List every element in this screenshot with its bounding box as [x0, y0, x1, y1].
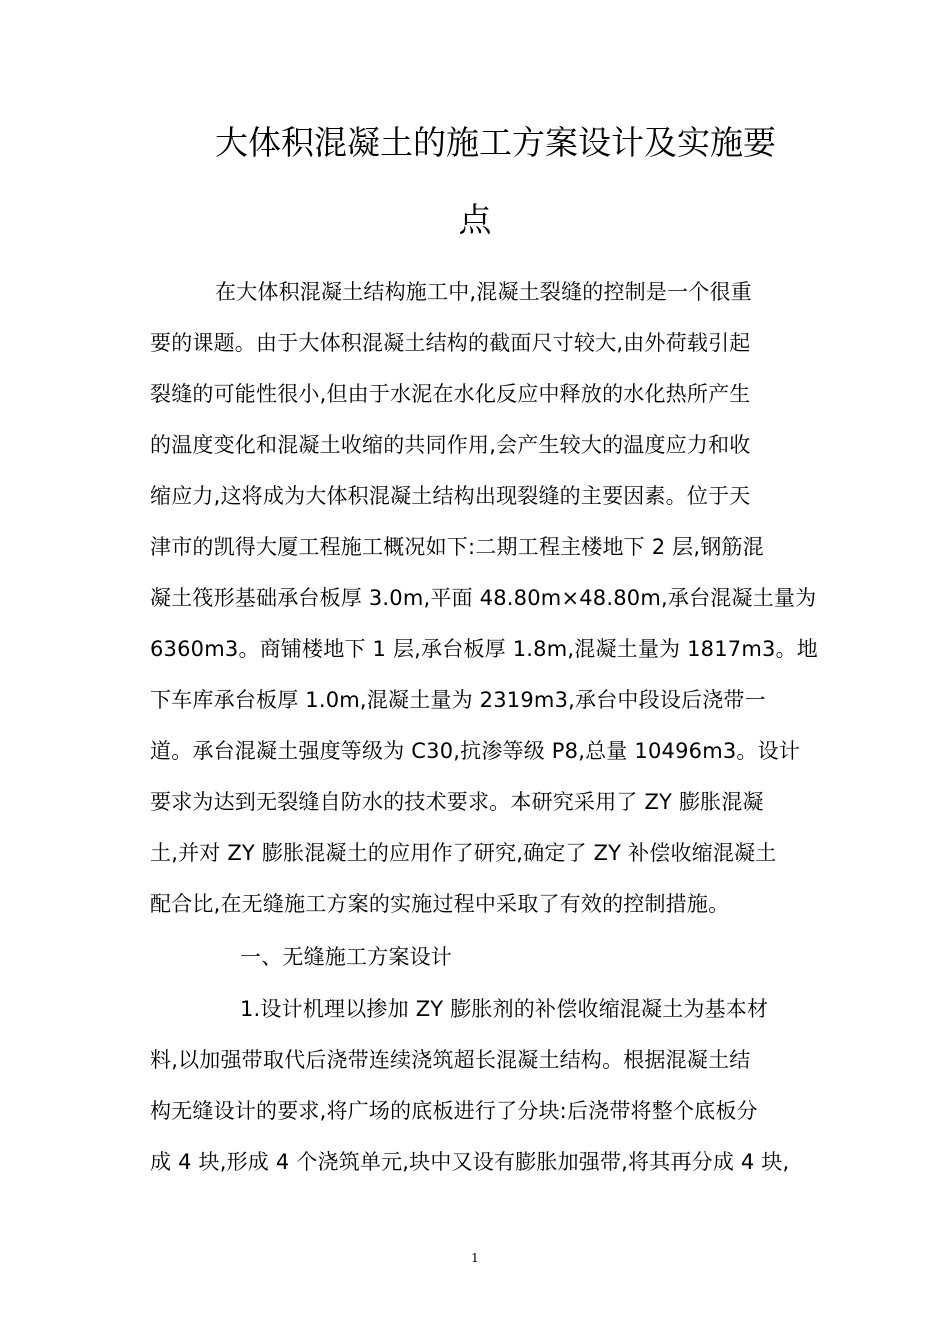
section-heading: 一、无缝施工方案设计	[240, 945, 452, 969]
document-title-line-1: 大体积混凝土的施工方案设计及实施要	[215, 123, 776, 162]
paragraph-1-line-7: 凝土筏形基础承台板厚 3.0m,平面 48.80m×48.80m,承台混凝土量为	[150, 586, 817, 610]
paragraph-1-line-11: 要求为达到无裂缝自防水的技术要求。本研究采用了 ZY 膨胀混凝	[150, 790, 764, 814]
paragraph-1-line-13: 配合比,在无缝施工方案的实施过程中采取了有效的控制措施。	[150, 892, 730, 916]
paragraph-1-line-9: 下车库承台板厚 1.0m,混凝土量为 2319m3,承台中段设后浇带一	[150, 688, 766, 712]
paragraph-1-line-3: 裂缝的可能性很小,但由于水泥在水化反应中释放的水化热所产生	[150, 382, 751, 406]
paragraph-1-line-6: 津市的凯得大厦工程施工概况如下:二期工程主楼地下 2 层,钢筋混	[150, 535, 764, 559]
paragraph-1-line-5: 缩应力,这将成为大体积混凝土结构出现裂缝的主要因素。位于天	[150, 484, 751, 508]
paragraph-1-line-10: 道。承台混凝土强度等级为 C30,抗渗等级 P8,总量 10496m3。设计	[150, 739, 801, 763]
document-title-line-2: 点	[458, 200, 492, 239]
paragraph-1-line-12: 土,并对 ZY 膨胀混凝土的应用作了研究,确定了 ZY 补偿收缩混凝土	[150, 841, 777, 865]
paragraph-1-line-1: 在大体积混凝土结构施工中,混凝土裂缝的控制是一个很重	[215, 280, 752, 304]
paragraph-1-line-8: 6360m3。商铺楼地下 1 层,承台板厚 1.8m,混凝土量为 1817m3。地	[150, 637, 818, 661]
paragraph-1-line-2: 要的课题。由于大体积混凝土结构的截面尺寸较大,由外荷载引起	[150, 331, 751, 355]
paragraph-2-line-1: 1.设计机理以掺加 ZY 膨胀剂的补偿收缩混凝土为基本材	[240, 997, 769, 1021]
page-number: 1	[471, 1251, 479, 1265]
paragraph-2-line-4: 成 4 块,形成 4 个浇筑单元,块中又设有膨胀加强带,将其再分成 4 块,	[150, 1150, 790, 1174]
paragraph-1-line-4: 的温度变化和混凝土收缩的共同作用,会产生较大的温度应力和收	[150, 433, 751, 457]
paragraph-2-line-3: 构无缝设计的要求,将广场的底板进行了分块:后浇带将整个底板分	[150, 1099, 758, 1123]
paragraph-2-line-2: 料,以加强带取代后浇带连续浇筑超长混凝土结构。根据混凝土结	[150, 1048, 751, 1072]
